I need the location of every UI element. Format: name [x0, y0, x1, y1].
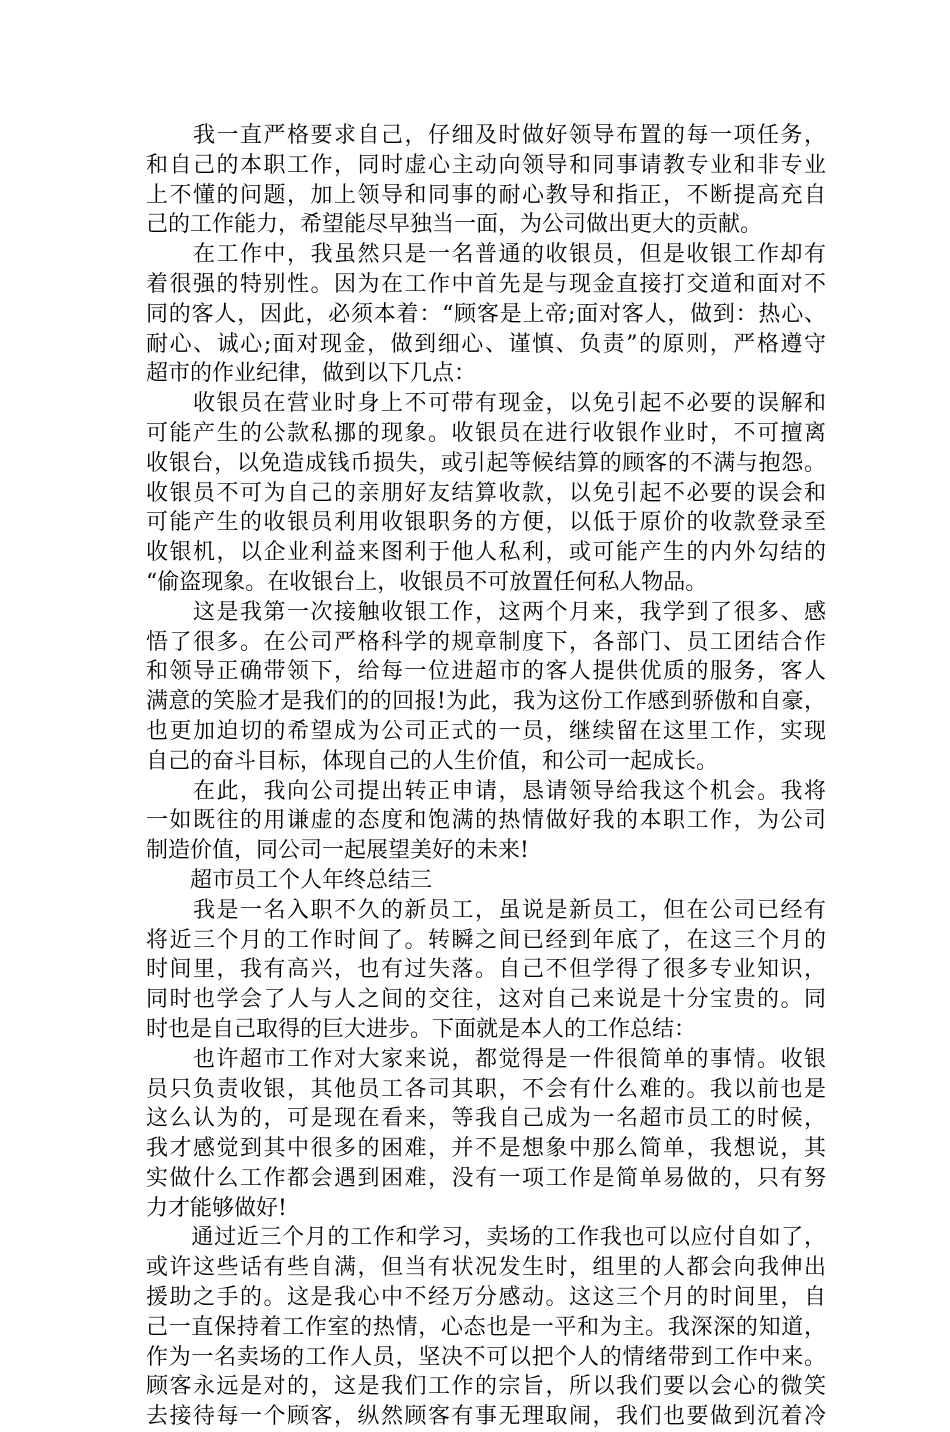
paragraph-last-line: 制造价值，同公司一起展望美好的未来!	[146, 838, 529, 864]
paragraph-line: 在工作中，我虽然只是一名普通的收银员，但是收银工作却有	[146, 242, 826, 268]
paragraph-line: 通过近三个月的工作和学习，卖场的工作我也可以应付自如了，	[146, 1225, 826, 1251]
paragraph-line: 顾客永远是对的，这是我们工作的宗旨，所以我们要以会心的微笑	[146, 1374, 826, 1400]
paragraph-line: 或许这些话有些自满，但当有状况发生时，组里的人都会向我伸出	[146, 1255, 826, 1281]
paragraph-last-line: 超市的作业纪律，做到以下几点：	[146, 361, 477, 387]
paragraph-line: 员只负责收银，其他员工各司其职，不会有什么难的。我以前也是	[146, 1076, 826, 1102]
paragraph-line: 实做什么工作都会遇到困难，没有一项工作是简单易做的，只有努	[146, 1165, 826, 1191]
paragraph-line: 将近三个月的工作时间了。转瞬之间已经到年底了，在这三个月的	[146, 927, 826, 953]
paragraph-line: 可能产生的公款私挪的现象。收银员在进行收银作业时，不可擅离	[146, 420, 826, 446]
paragraph-line: 上不懂的问题，加上领导和同事的耐心教导和指正，不断提高充自	[146, 182, 826, 208]
paragraph-line: 一如既往的用谦虚的态度和饱满的热情做好我的本职工作，为公司	[146, 808, 826, 834]
paragraph-line: 这么认为的，可是现在看来，等我自己成为一名超市员工的时候，	[146, 1106, 826, 1132]
paragraph-line: 作为一名卖场的工作人员，坚决不可以把个人的情绪带到工作中来。	[146, 1344, 826, 1370]
paragraph-line: 收银员在营业时身上不可带有现金，以免引起不必要的误解和	[146, 391, 826, 417]
paragraph-line: 我才感觉到其中很多的困难，并不是想象中那么简单，我想说，其	[146, 1136, 826, 1162]
paragraph-line: 我一直严格要求自己，仔细及时做好领导布置的每一项任务，	[146, 123, 826, 148]
paragraph-line: 收银机，以企业利益来图利于他人私利，或可能产生的内外勾结的	[146, 540, 826, 566]
paragraph-line: 去接待每一个顾客，纵然顾客有事无理取闹，我们也要做到沉着冷	[146, 1404, 826, 1430]
paragraph-line: 己一直保持着工作室的热情，心态也是一平和为主。我深深的知道，	[146, 1314, 826, 1340]
paragraph-line: 可能产生的收银员利用收银职务的方便，以低于原价的收款登录至	[146, 510, 826, 536]
document-body	[146, 121, 826, 1432]
paragraph-line: 着很强的特别性。因为在工作中首先是与现金直接打交道和面对不	[146, 271, 826, 297]
paragraph-line: 悟了很多。在公司严格科学的规章制度下，各部门、员工团结合作	[146, 629, 826, 655]
paragraph-last-line: 时也是自己取得的巨大进步。下面就是本人的工作总结：	[146, 1016, 697, 1042]
paragraph-last-line: 己的工作能力，希望能尽早独当一面，为公司做出更大的贡献。	[146, 212, 763, 238]
paragraph-line: 援助之手的。这是我心中不经万分感动。这这三个月的时间里，自	[146, 1285, 826, 1311]
paragraph-line: 也许超市工作对大家来说，都觉得是一件很简单的事情。收银	[146, 1046, 826, 1072]
paragraph-last-line: “偷盗现象。在收银台上，收银员不可放置任何私人物品。	[146, 569, 708, 595]
paragraph-line: 和领导正确带领下，给每一位进超市的客人提供优质的服务，客人	[146, 659, 826, 685]
paragraph-last-line: 力才能够做好!	[146, 1195, 287, 1221]
paragraph-line: 这是我第一次接触收银工作，这两个月来，我学到了很多、感	[146, 599, 826, 625]
paragraph-last-line: 自己的奋斗目标，体现自己的人生价值，和公司一起成长。	[146, 748, 719, 774]
paragraph-line: 和自己的本职工作，同时虚心主动向领导和同事请教专业和非专业	[146, 152, 826, 178]
paragraph-line: 同的客人，因此，必须本着：“顾客是上帝;面对客人，做到：热心、	[146, 301, 826, 327]
paragraph-line: 同时也学会了人与人之间的交往，这对自己来说是十分宝贵的。同	[146, 987, 826, 1013]
paragraph-last-line: 超市员工个人年终总结三	[146, 867, 433, 893]
paragraph-line: 收银台，以免造成钱币损失，或引起等候结算的顾客的不满与抱怨。	[146, 450, 826, 476]
paragraph-line: 在此，我向公司提出转正申请，恳请领导给我这个机会。我将	[146, 778, 826, 804]
paragraph-line: 耐心、诚心;面对现金，做到细心、谨慎、负责”的原则，严格遵守	[146, 331, 826, 357]
paragraph-line: 满意的笑脸才是我们的的回报!为此，我为这份工作感到骄傲和自豪，	[146, 689, 826, 715]
paragraph-line: 时间里，我有高兴，也有过失落。自己不但学得了很多专业知识，	[146, 957, 826, 983]
paragraph-line: 我是一名入职不久的新员工，虽说是新员工，但在公司已经有	[146, 897, 826, 923]
paragraph-line: 收银员不可为自己的亲朋好友结算收款，以免引起不必要的误会和	[146, 480, 826, 506]
paragraph-line: 也更加迫切的希望成为公司正式的一员，继续留在这里工作，实现	[146, 718, 826, 744]
